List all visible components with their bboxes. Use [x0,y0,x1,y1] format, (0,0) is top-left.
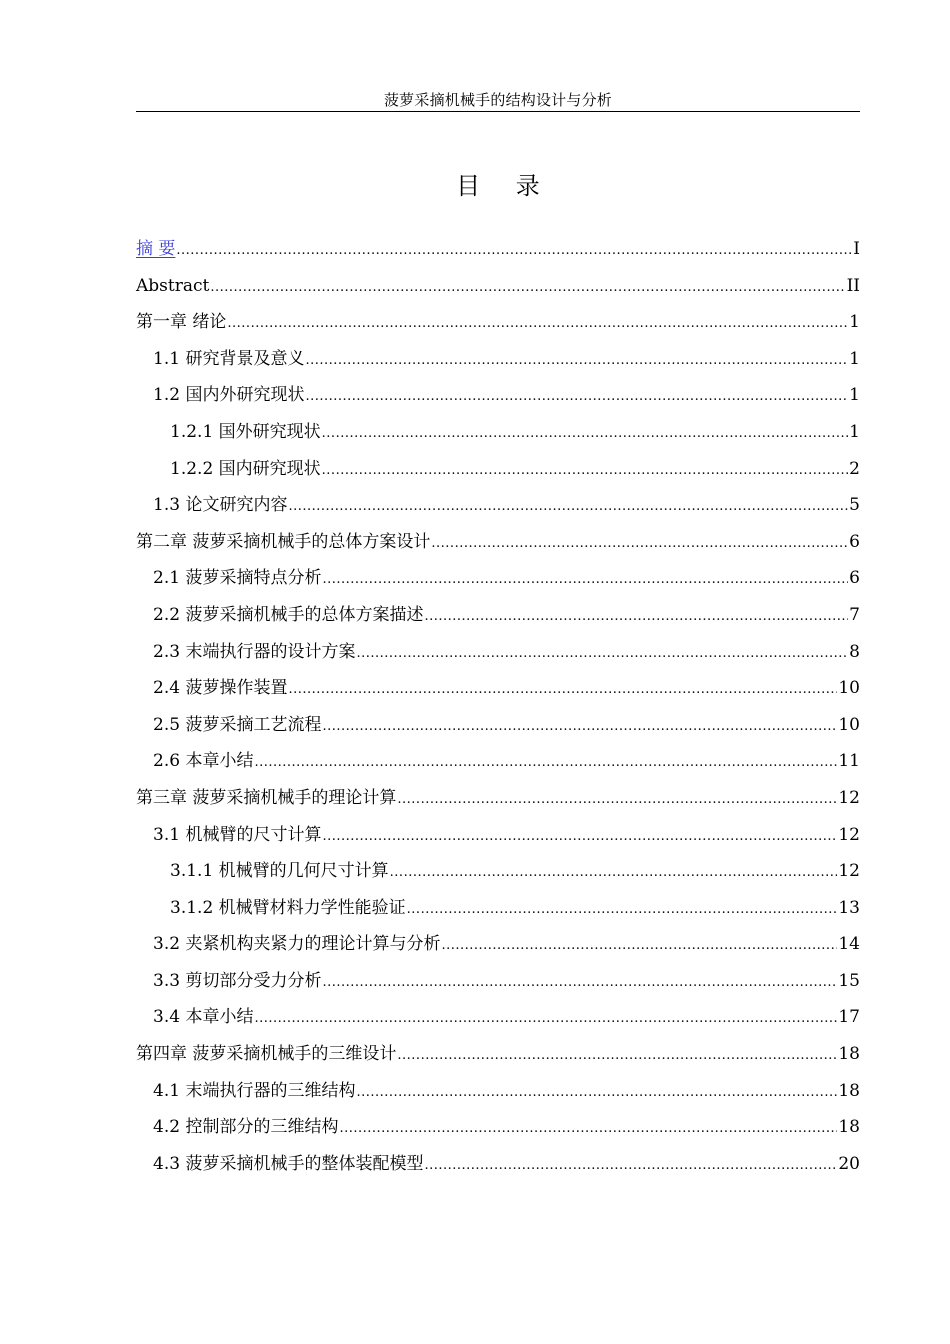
header-divider [136,111,860,112]
table-of-contents [136,234,860,1185]
toc-entry-page-number: 18 [838,1080,860,1101]
toc-entry[interactable] [136,1149,860,1186]
dot-leader [210,273,845,303]
dot-leader [305,382,848,412]
dot-leader [424,1151,837,1181]
dot-leader [227,309,848,339]
toc-entry-label: 1.2.2 国内研究现状 [170,458,321,479]
toc-entry[interactable] [136,966,860,1003]
dot-leader [254,1004,837,1034]
toc-entry[interactable] [136,271,860,308]
toc-entry[interactable] [136,783,860,820]
toc-entry-label: 4.2 控制部分的三维结构 [153,1117,339,1138]
toc-entry-label: 3.3 剪切部分受力分析 [153,970,322,991]
dot-leader [356,1078,837,1108]
toc-entry-page-number: 18 [838,1117,860,1138]
toc-entry-label: 3.1 机械臂的尺寸计算 [153,824,322,845]
toc-entry-page-number: 12 [838,861,860,882]
dot-leader [390,858,838,888]
dot-leader [288,492,848,522]
toc-entry-label: 第四章 菠萝采摘机械手的三维设计 [136,1044,397,1065]
dot-leader [424,602,848,632]
toc-entry-page-number: 18 [838,1044,860,1065]
toc-entry-label: 2.3 末端执行器的设计方案 [153,641,356,662]
toc-entry-label: 2.4 菠萝操作装置 [153,678,288,699]
toc-entry-page-number: 8 [849,641,860,662]
toc-entry-label: 2.5 菠萝采摘工艺流程 [153,714,322,735]
toc-entry-page-number: 12 [838,787,860,808]
toc-entry-label: 1.2.1 国外研究现状 [170,421,321,442]
toc-entry[interactable] [136,527,860,564]
toc-entry[interactable] [136,454,860,491]
toc-entry-page-number: 2 [849,458,860,479]
toc-entry-page-number: 14 [838,934,860,955]
dot-leader [288,675,837,705]
toc-entry-label: 2.1 菠萝采摘特点分析 [153,568,322,589]
dot-leader [322,456,849,486]
toc-entry[interactable] [136,417,860,454]
toc-entry[interactable] [136,820,860,857]
dot-leader [322,565,848,595]
toc-entry-label: 第二章 菠萝采摘机械手的总体方案设计 [136,531,431,552]
toc-entry-label: 3.4 本章小结 [153,1007,254,1028]
toc-entry-label: 3.2 夹紧机构夹紧力的理论计算与分析 [153,934,441,955]
toc-entry-page-number: 7 [849,604,860,625]
toc-entry-page-number: 10 [838,678,860,699]
toc-entry-label: 2.6 本章小结 [153,751,254,772]
toc-entry-label: 第一章 绪论 [136,312,227,333]
toc-entry[interactable] [136,929,860,966]
dot-leader [339,1114,837,1144]
toc-entry-label: 3.1.1 机械臂的几何尺寸计算 [170,861,389,882]
toc-entry-label: 1.3 论文研究内容 [153,495,288,516]
toc-entry[interactable] [136,234,860,271]
running-header: 菠萝采摘机械手的结构设计与分析 [383,91,612,109]
dot-leader [397,785,837,815]
toc-entry-label: 1.2 国内外研究现状 [153,385,305,406]
toc-entry[interactable] [136,1039,860,1076]
dot-leader [356,639,848,669]
toc-entry-page-number: 17 [838,1007,860,1028]
toc-entry-page-number: 6 [849,531,860,552]
dot-leader [254,748,837,778]
dot-leader [397,1041,837,1071]
toc-entry-label[interactable]: 摘 要 [136,239,176,259]
toc-entry[interactable] [136,710,860,747]
dot-leader [441,931,837,961]
toc-entry-label: 4.3 菠萝采摘机械手的整体装配模型 [153,1153,424,1174]
toc-entry[interactable] [136,1112,860,1149]
toc-entry-label: 2.2 菠萝采摘机械手的总体方案描述 [153,604,424,625]
toc-entry-page-number: 15 [838,970,860,991]
toc-entry[interactable] [136,856,860,893]
toc-entry-page-number: 6 [849,568,860,589]
toc-entry-page-number: 1 [849,312,860,333]
toc-entry-page-number: 1 [849,385,860,406]
toc-entry-label: 1.1 研究背景及意义 [153,348,305,369]
toc-entry-page-number: II [846,275,860,296]
toc-entry[interactable] [136,600,860,637]
dot-leader [305,346,848,376]
toc-entry[interactable] [136,1002,860,1039]
dot-leader [431,529,848,559]
dot-leader [322,712,837,742]
toc-entry[interactable] [136,893,860,930]
dot-leader [407,895,838,925]
dot-leader [322,968,837,998]
toc-entry-page-number: 10 [838,714,860,735]
toc-entry-label: 第三章 菠萝采摘机械手的理论计算 [136,787,397,808]
toc-entry-page-number: 11 [838,751,860,772]
toc-entry-page-number: 13 [838,897,860,918]
toc-entry[interactable] [136,637,860,674]
dot-leader [322,822,837,852]
toc-entry[interactable] [136,746,860,783]
toc-entry-label: Abstract [136,275,210,296]
toc-entry-label: 4.1 末端执行器的三维结构 [153,1080,356,1101]
toc-entry[interactable] [136,563,860,600]
toc-entry-page-number: 1 [849,421,860,442]
toc-entry[interactable] [136,490,860,527]
toc-entry-page-number: 12 [838,824,860,845]
toc-entry[interactable] [136,307,860,344]
toc-entry[interactable] [136,344,860,381]
toc-entry-page-number: I [853,239,860,259]
toc-entry[interactable] [136,1076,860,1113]
toc-entry[interactable] [136,673,860,710]
toc-entry-page-number: 5 [849,495,860,516]
toc-entry-page-number: 20 [838,1153,860,1174]
toc-entry[interactable] [136,380,860,417]
toc-entry-label: 3.1.2 机械臂材料力学性能验证 [170,897,406,918]
dot-leader [176,236,852,266]
toc-entry-page-number: 1 [849,348,860,369]
dot-leader [322,419,849,449]
toc-title: 目 录 [456,172,554,200]
